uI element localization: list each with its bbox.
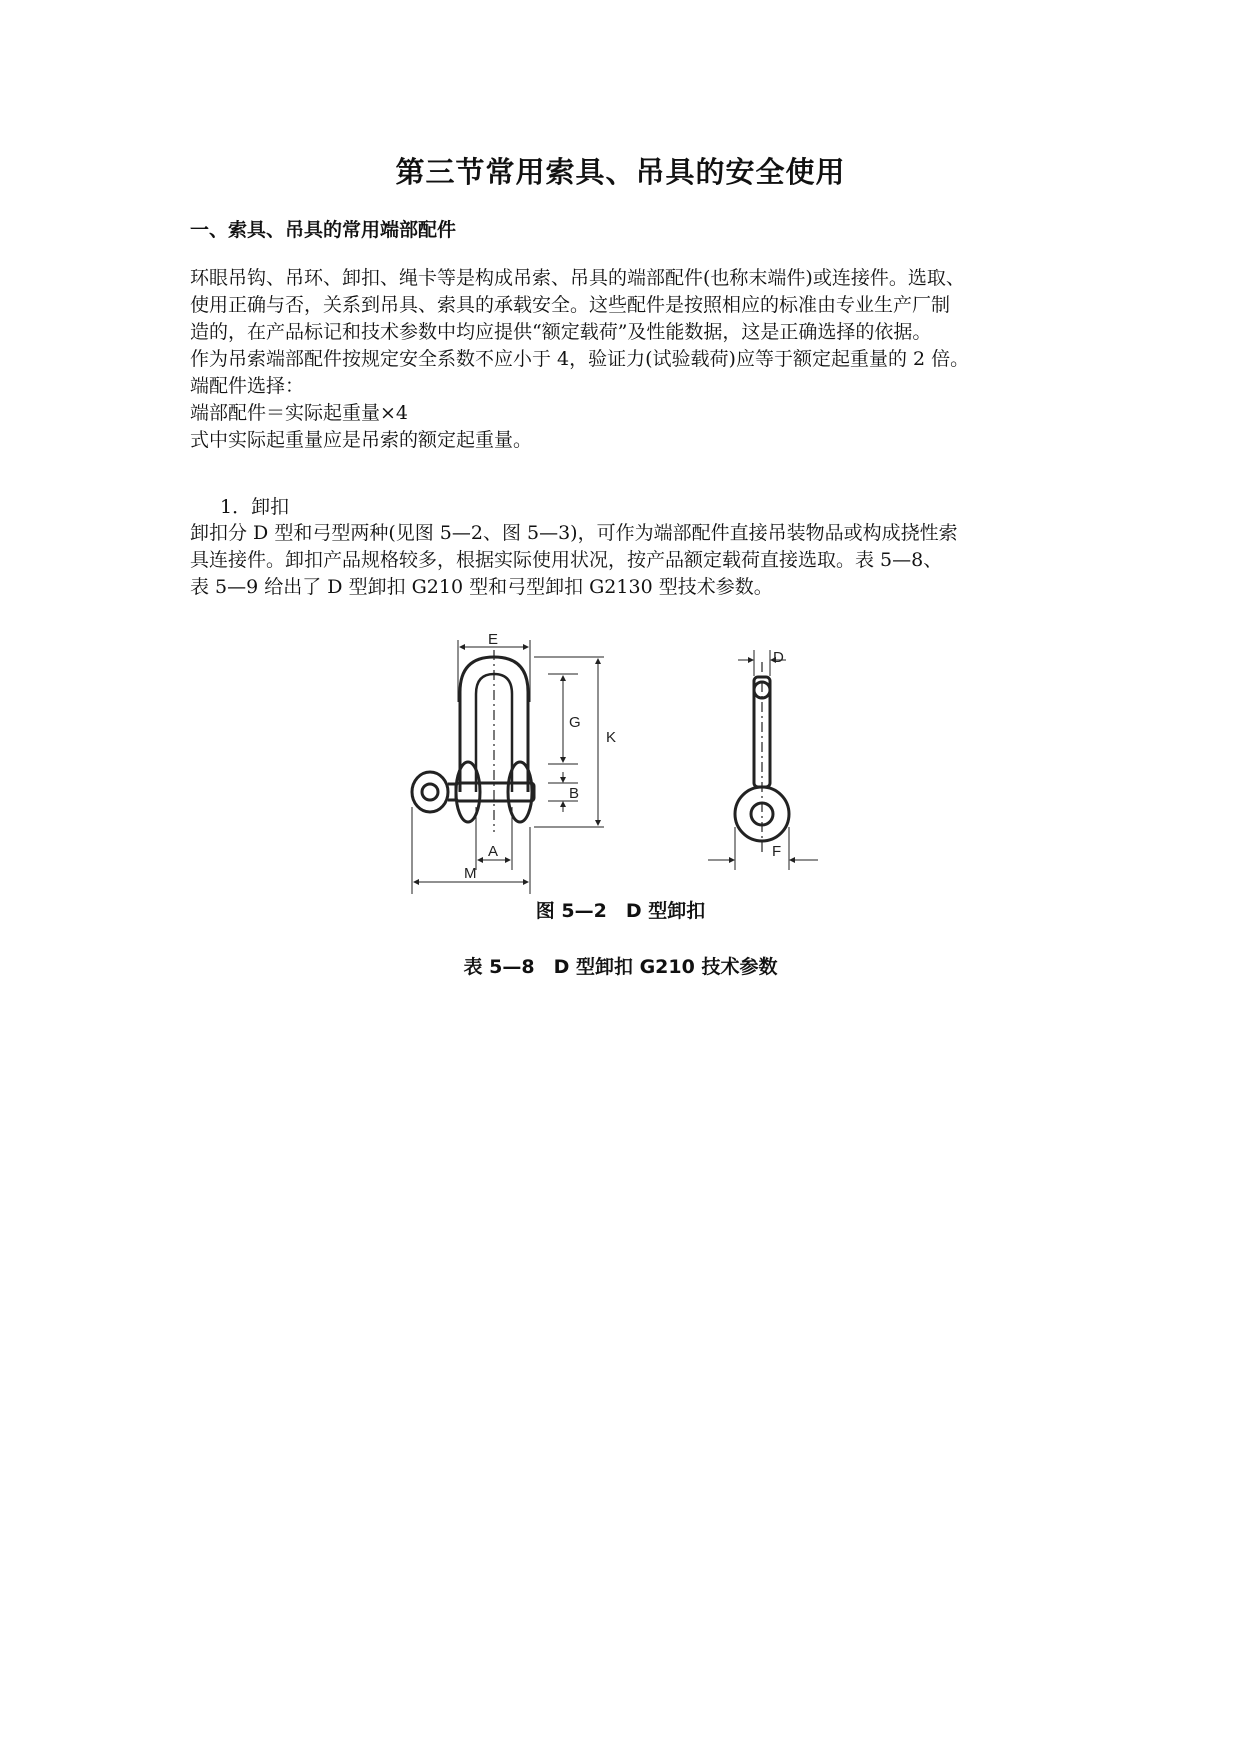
dim-label-d: D — [773, 649, 784, 666]
shackle-pin — [456, 783, 534, 801]
text-line: 卸扣分 D 型和弓型两种(见图 5—2、图 5—3)，可作为端部配件直接吊装物品或构成挠性索 — [190, 522, 958, 544]
dim-label-a: A — [488, 843, 499, 860]
text-line: 端配件选择： — [190, 375, 305, 397]
d-shackle-figure — [408, 632, 844, 894]
dim-label-b: B — [569, 785, 580, 802]
dim-label-m: M — [464, 865, 477, 882]
dim-label-e: E — [488, 632, 499, 648]
section-heading: 一、索具、吊具的常用端部配件 — [190, 219, 457, 241]
text-line: 表 5—9 给出了 D 型卸扣 G210 型和弓型卸扣 G2130 型技术参数。 — [190, 576, 773, 598]
text-line: 造的，在产品标记和技术参数中均应提供“额定载荷”及性能数据，这是正确选择的依据。 — [190, 321, 932, 343]
table-caption: 表 5—8 D 型卸扣 G210 技术参数 — [463, 956, 778, 978]
text-line: 使用正确与否，关系到吊具、索具的承载安全。这些配件是按照相应的标准由专业生产厂制 — [190, 294, 951, 316]
text-line: 作为吊索端部配件按规定安全系数不应小于 4，验证力(试验载荷)应等于额定起重量的 2 倍。 — [190, 348, 970, 370]
subsection-heading: 1．卸扣 — [220, 496, 290, 518]
dim-label-f: F — [772, 843, 782, 860]
text-line: 具连接件。卸扣产品规格较多，根据实际使用状况，按产品额定载荷直接选取。表 5—8、 — [190, 549, 943, 571]
d-shackle-drawing — [408, 632, 844, 894]
shackle-paragraph — [190, 520, 1070, 601]
text-line: 环眼吊钩、吊环、卸扣、绳卡等是构成吊索、吊具的端部配件(也称末端件)或连接件。选取、 — [190, 267, 965, 289]
text-line: 式中实际起重量应是吊索的额定起重量。 — [190, 429, 533, 451]
formula-line: 端部配件＝实际起重量×4 — [190, 402, 409, 424]
dim-label-g: G — [569, 714, 581, 731]
figure-caption: 图 5—2 D 型卸扣 — [535, 900, 706, 922]
page-title: 第三节常用索具、吊具的安全使用 — [395, 155, 846, 189]
intro-paragraph — [190, 265, 1070, 454]
dim-label-k: K — [606, 729, 617, 746]
